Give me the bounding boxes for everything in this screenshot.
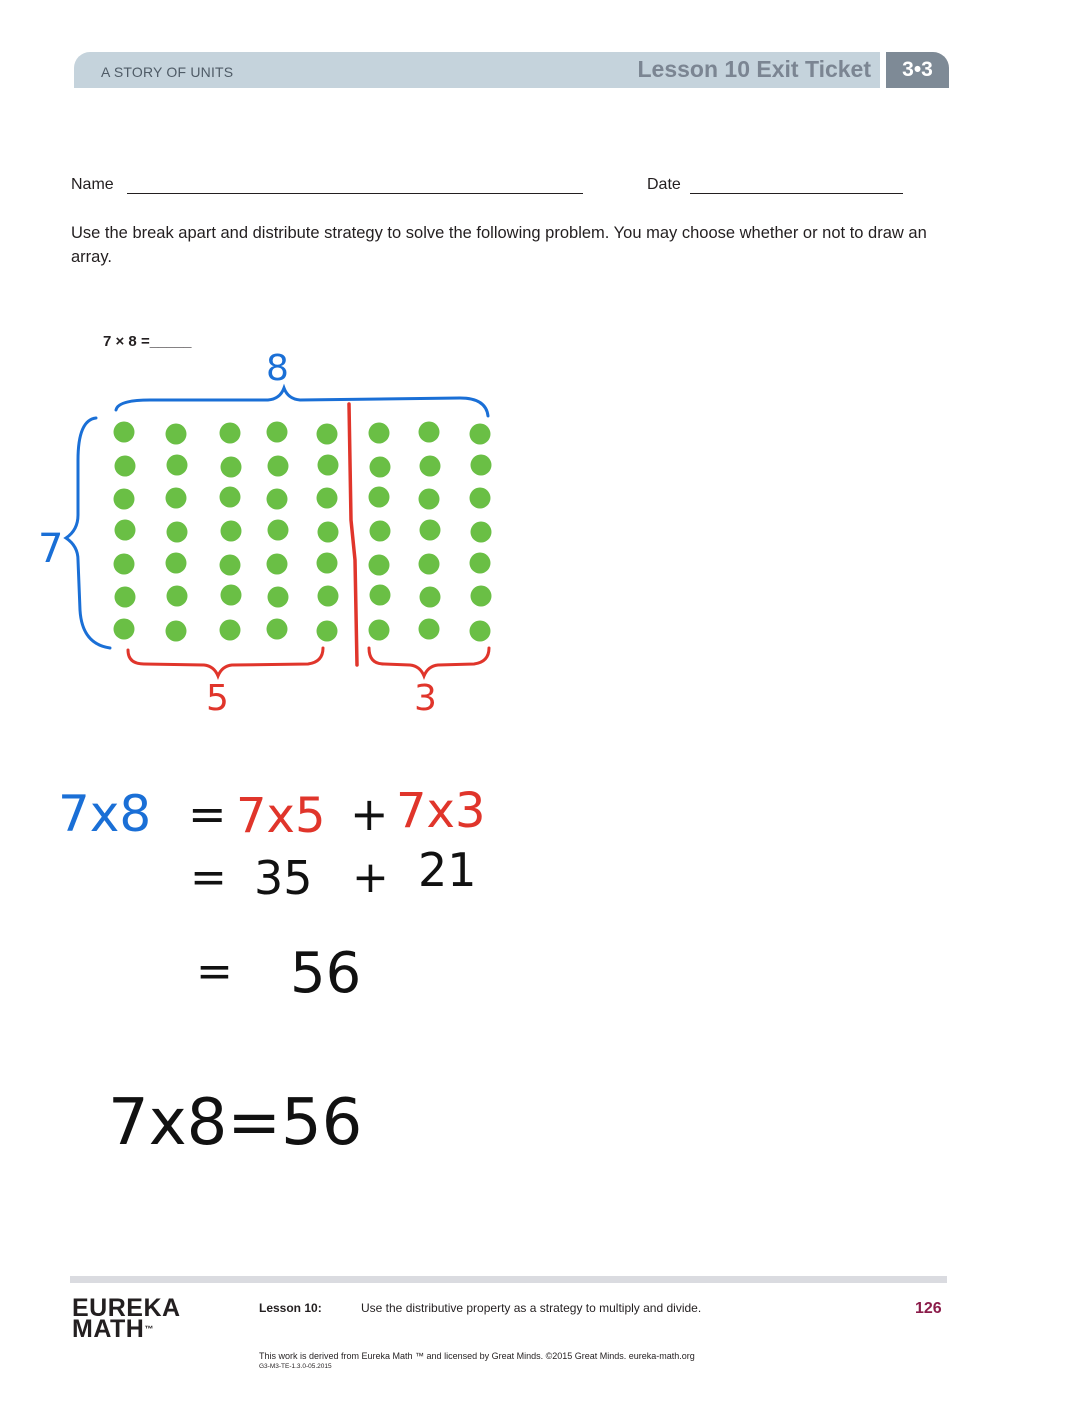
array-dot bbox=[167, 586, 188, 607]
line1-equals: = bbox=[188, 787, 227, 841]
array-dot bbox=[369, 487, 390, 508]
array-dot bbox=[220, 555, 241, 576]
array-dot bbox=[317, 621, 338, 642]
line2-part1: 35 bbox=[254, 851, 313, 905]
array-dot bbox=[370, 457, 391, 478]
array-dot bbox=[318, 522, 339, 543]
final-answer: 7x8=56 bbox=[108, 1086, 363, 1160]
left-part-brace bbox=[128, 648, 323, 676]
array-dot bbox=[167, 455, 188, 476]
array-dot bbox=[114, 422, 135, 443]
array-dot bbox=[370, 521, 391, 542]
array-dot bbox=[470, 488, 491, 509]
line2-plus: + bbox=[352, 852, 389, 903]
array-dot bbox=[221, 521, 242, 542]
line2-equals: = bbox=[190, 852, 227, 903]
array-dot bbox=[471, 586, 492, 607]
line3-equals: = bbox=[196, 946, 233, 997]
array-dot bbox=[420, 520, 441, 541]
part1-expression: 7x5 bbox=[236, 788, 326, 844]
array-dot bbox=[419, 489, 440, 510]
side-label: 7 bbox=[38, 526, 64, 572]
array-dot bbox=[420, 456, 441, 477]
instructions: Use the break apart and distribute strategy to solve the following problem. You may choose whether or not to draw an array. bbox=[71, 224, 927, 266]
array-dot bbox=[470, 553, 491, 574]
line1-plus: + bbox=[350, 787, 389, 841]
line3-result: 56 bbox=[290, 941, 362, 1006]
array-dot bbox=[470, 621, 491, 642]
array-dot bbox=[471, 455, 492, 476]
array-dot bbox=[220, 423, 241, 444]
array-dot bbox=[115, 587, 136, 608]
top-label: 8 bbox=[266, 348, 289, 389]
array-dot bbox=[221, 457, 242, 478]
date-label: Date bbox=[647, 176, 681, 193]
footer-lesson-label: Lesson 10: bbox=[259, 1301, 322, 1315]
array-dot bbox=[166, 488, 187, 509]
line2-part2: 21 bbox=[418, 843, 477, 897]
problem-statement: 7 × 8 =_____ bbox=[103, 333, 192, 350]
top-brace bbox=[116, 388, 488, 416]
array-dot bbox=[317, 488, 338, 509]
side-brace bbox=[66, 418, 110, 648]
split-line bbox=[349, 404, 357, 665]
array-dot bbox=[470, 424, 491, 445]
series-title: A STORY OF UNITS bbox=[101, 64, 234, 80]
array-dot bbox=[318, 455, 339, 476]
array-dot bbox=[114, 489, 135, 510]
array-dot bbox=[369, 555, 390, 576]
footer-lesson-description: Use the distributive property as a strategy to multiply and divide. bbox=[361, 1301, 702, 1315]
eureka-math-logo: EUREKA MATH™ bbox=[72, 1294, 181, 1343]
array-dot bbox=[369, 620, 390, 641]
page-number: 126 bbox=[915, 1300, 942, 1317]
array-dot bbox=[166, 553, 187, 574]
array-dot bbox=[167, 522, 188, 543]
array-dot bbox=[419, 619, 440, 640]
array-dot bbox=[317, 553, 338, 574]
array-dot bbox=[419, 554, 440, 575]
array-dot bbox=[369, 423, 390, 444]
array-dot bbox=[267, 619, 288, 640]
array-dot bbox=[221, 585, 242, 606]
left-part-label: 5 bbox=[206, 678, 229, 719]
right-part-label: 3 bbox=[414, 678, 437, 719]
part2-expression: 7x3 bbox=[396, 783, 486, 839]
array-dot bbox=[317, 424, 338, 445]
array-dot bbox=[114, 619, 135, 640]
array-dot bbox=[166, 424, 187, 445]
array-dot bbox=[220, 620, 241, 641]
array-dot bbox=[267, 422, 288, 443]
array-dot bbox=[419, 422, 440, 443]
module-badge: 3•3 bbox=[886, 52, 949, 88]
array-dot bbox=[166, 621, 187, 642]
array-dot bbox=[220, 487, 241, 508]
array-dot bbox=[267, 554, 288, 575]
array-dot bbox=[420, 587, 441, 608]
array-dot bbox=[268, 587, 289, 608]
array-dot bbox=[114, 554, 135, 575]
array-dot bbox=[370, 585, 391, 606]
footer-rule bbox=[70, 1276, 947, 1283]
array-dot bbox=[318, 586, 339, 607]
document-code: G3-M3-TE-1.3.0-05.2015 bbox=[259, 1363, 332, 1370]
array-dot bbox=[267, 489, 288, 510]
license-text: This work is derived from Eureka Math ™ and licensed by Great Minds. ©2015 Great Minds. eureka-math.org bbox=[259, 1351, 695, 1361]
right-part-brace bbox=[369, 648, 489, 676]
dot-array bbox=[114, 422, 492, 642]
array-dot bbox=[471, 522, 492, 543]
lesson-title: Lesson 10 Exit Ticket bbox=[637, 56, 871, 82]
name-label: Name bbox=[71, 176, 114, 193]
array-dot bbox=[115, 520, 136, 541]
array-dot bbox=[268, 456, 289, 477]
lhs-expression: 7x8 bbox=[58, 785, 152, 843]
array-dot bbox=[268, 520, 289, 541]
array-dot bbox=[115, 456, 136, 477]
